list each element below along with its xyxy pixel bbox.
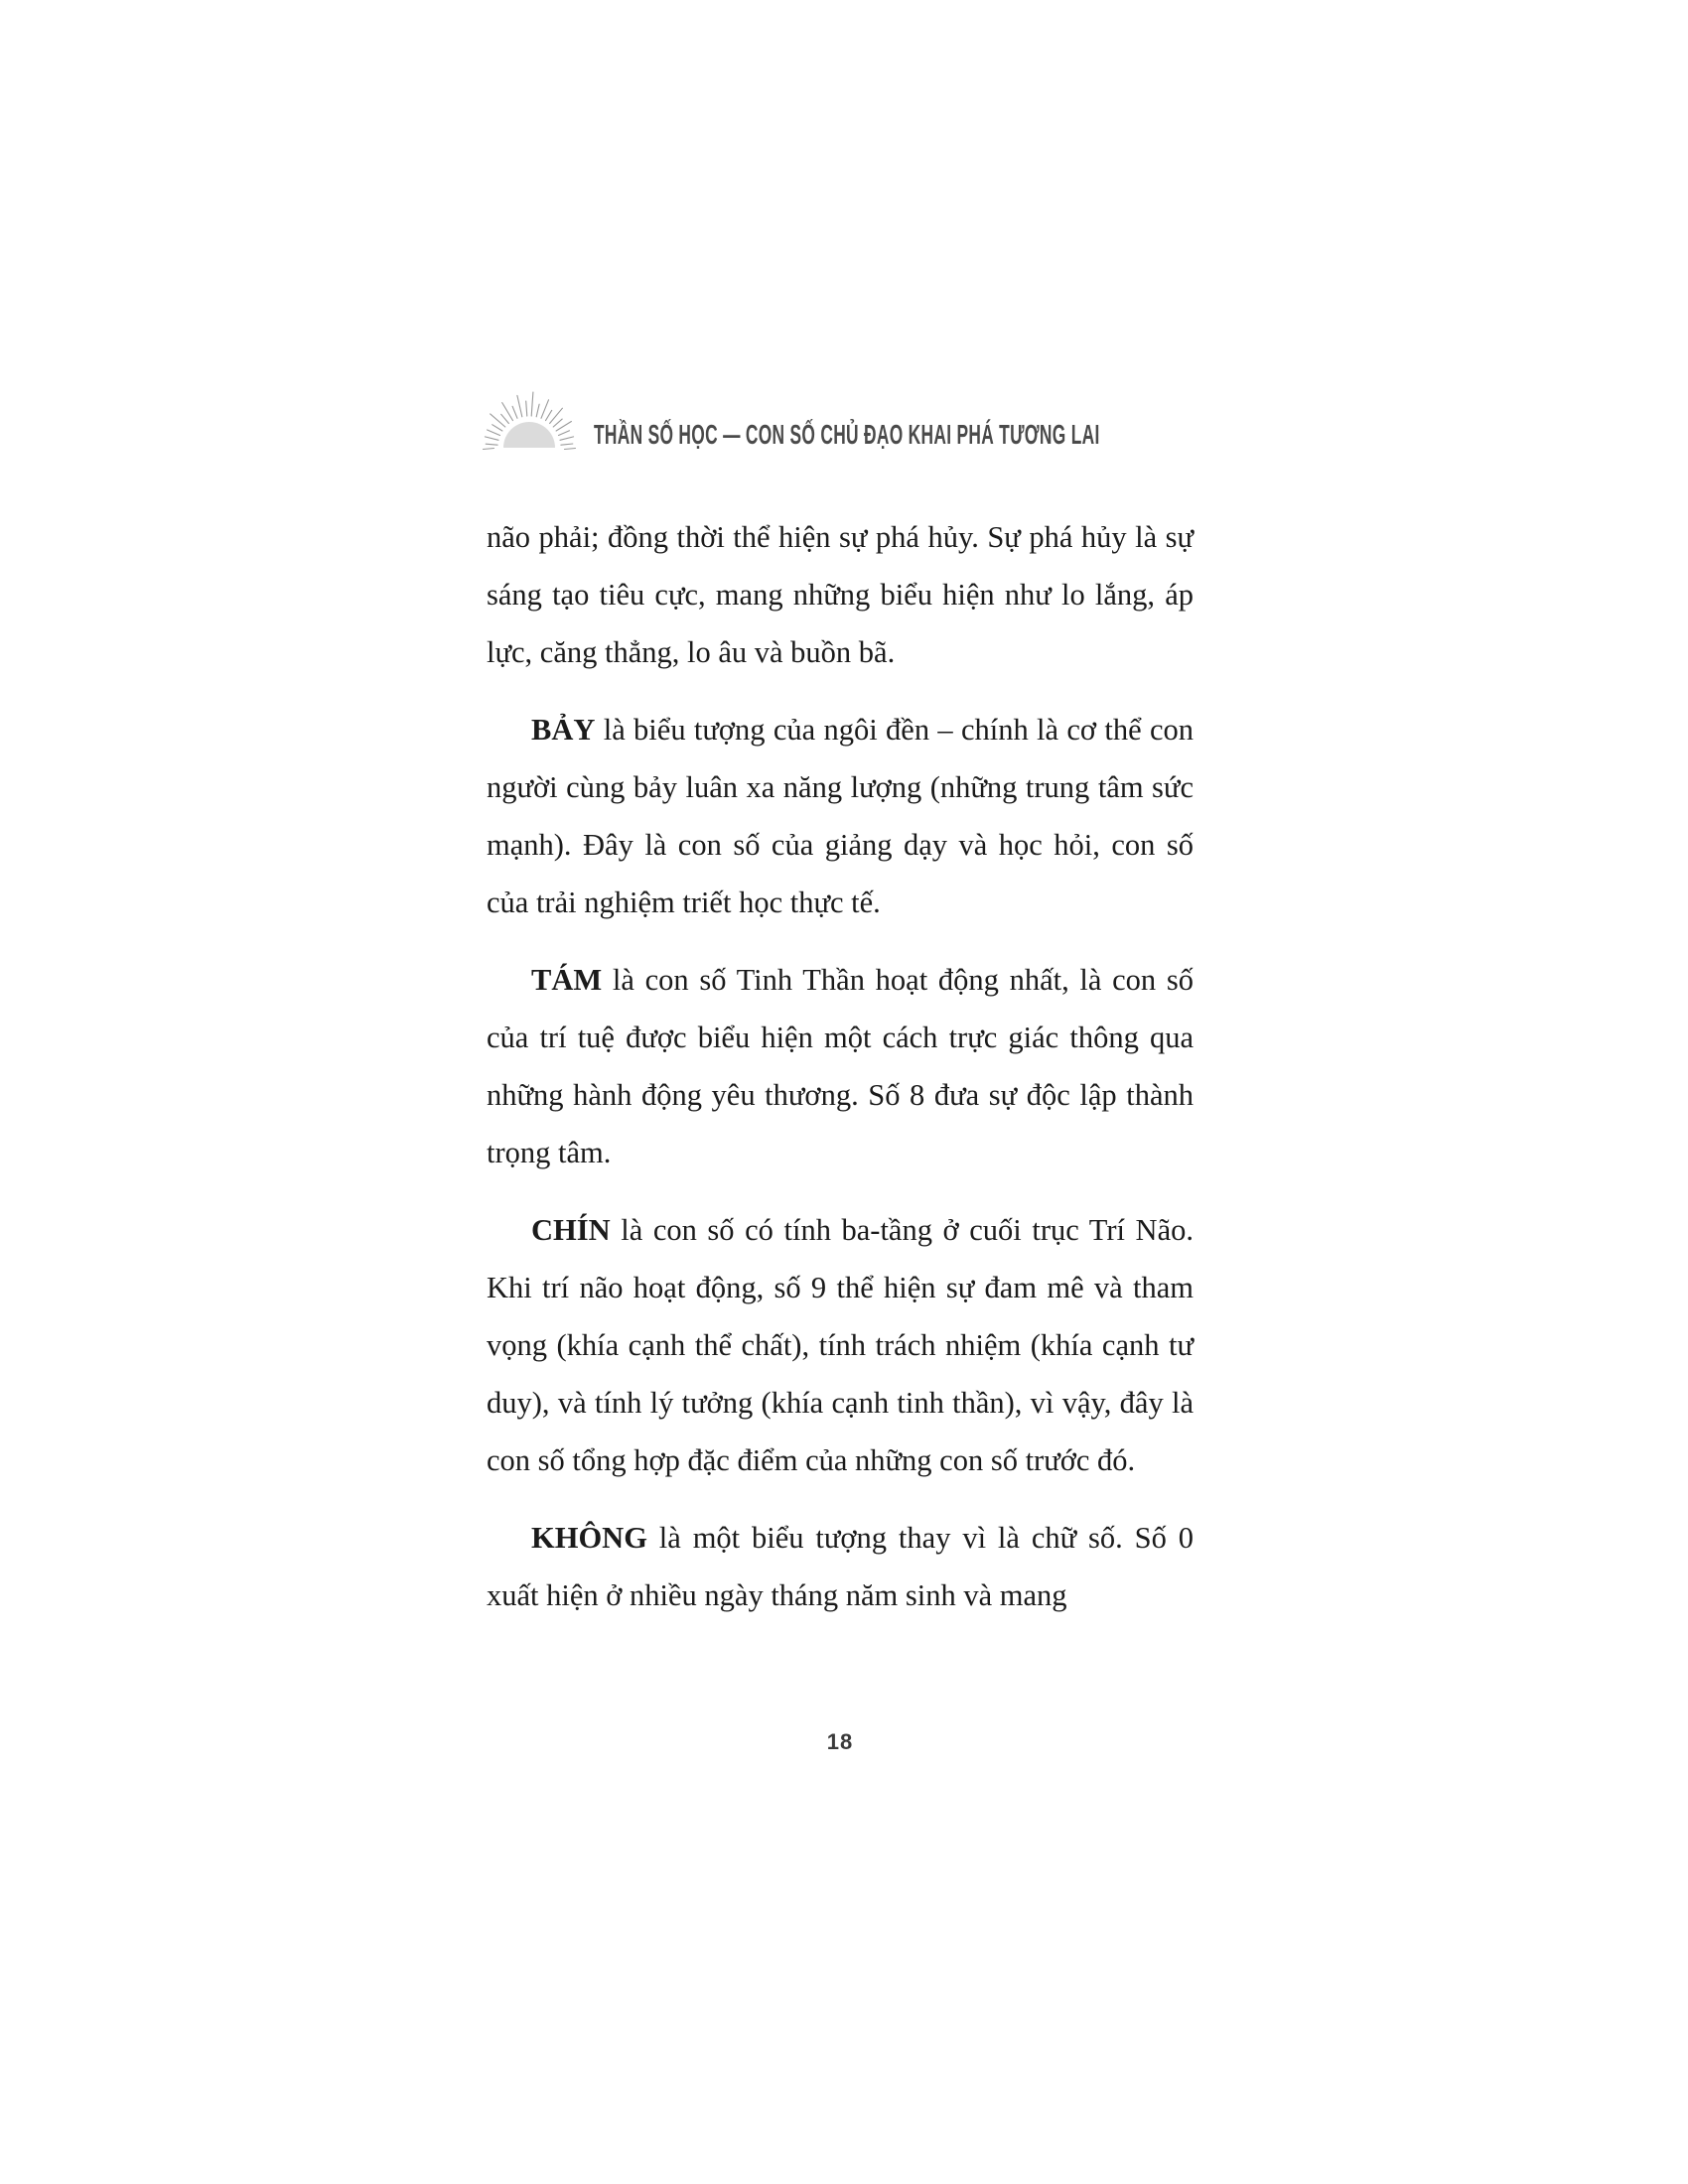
sunrise-icon [483, 388, 576, 457]
paragraph-lead-word: TÁM [531, 963, 603, 997]
page-number: 18 [826, 1729, 854, 1754]
paragraph [487, 1509, 1194, 1624]
paragraph-text: là con số Tinh Thần hoạt động nhất, là con số của trí tuệ được biểu hiện một cách trực giác thông qua những hành động yêu thương. Số 8 đưa sự độc lập thành trọng tâm. [487, 963, 1194, 1169]
paragraph [487, 951, 1194, 1181]
paragraph-lead-word: CHÍN [531, 1213, 611, 1247]
running-head-title: THẦN SỐ HỌC — CON SỐ CHỦ ĐẠO KHAI PHÁ TƯƠNG LAI [594, 419, 1100, 450]
page-body [487, 508, 1194, 1644]
paragraph [487, 1201, 1194, 1489]
page-header [483, 393, 1410, 457]
paragraph-text: là con số có tính ba-tầng ở cuối trục Trí Não. Khi trí não hoạt động, số 9 thể hiện sự đam mê và tham vọng (khía cạnh thể chất), tính trách nhiệm (khía cạnh tư duy), và tính lý tưởng (khía cạnh tinh thần), vì vậy, đây là con số tổng hợp đặc điểm của những con số trước đó. [487, 1213, 1194, 1477]
paragraph-text: não phải; đồng thời thể hiện sự phá hủy. Sự phá hủy là sự sáng tạo tiêu cực, mang những biểu hiện như lo lắng, áp lực, căng thẳng, lo âu và buồn bã. [487, 520, 1194, 669]
paragraph [487, 701, 1194, 931]
paragraph-text: là một biểu tượng thay vì là chữ số. Số 0 xuất hiện ở nhiều ngày tháng năm sinh và mang [487, 1521, 1194, 1612]
paragraph [487, 508, 1194, 681]
paragraph-lead-word: BẢY [531, 713, 596, 747]
paragraph-text: là biểu tượng của ngôi đền – chính là cơ thể con người cùng bảy luân xa năng lượng (những trung tâm sức mạnh). Đây là con số của giảng dạy và học hỏi, con số của trải nghiệm triết học thực tế. [487, 713, 1194, 919]
paragraph-lead-word: KHÔNG [531, 1521, 647, 1555]
